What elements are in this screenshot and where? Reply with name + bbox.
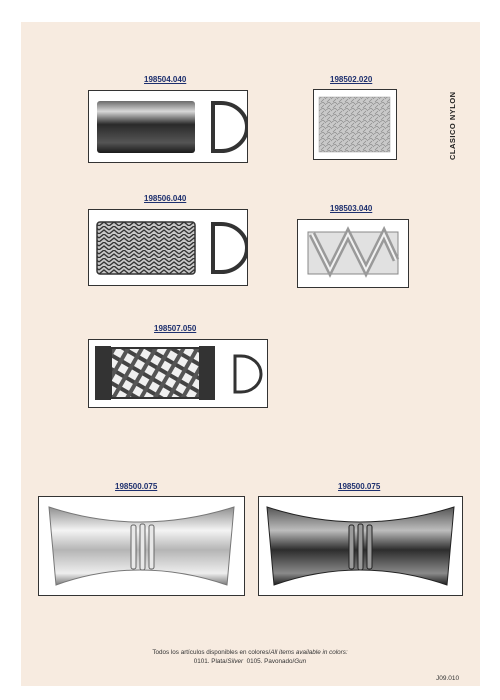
page-number: J09.010 xyxy=(436,675,460,682)
product-image-bowtie-silver xyxy=(39,497,244,595)
product-code: 198502.020 xyxy=(330,75,373,84)
product-image-box xyxy=(258,496,463,596)
product-image-box xyxy=(88,90,248,163)
product-image-box xyxy=(313,89,397,160)
product-image-lattice-tube-buckle xyxy=(89,340,267,407)
product-image-box xyxy=(38,496,245,596)
product-code: 198507.050 xyxy=(154,324,197,333)
product-image-textured-silver xyxy=(314,90,396,159)
color-silver-code: 0101. Plata/ xyxy=(193,658,228,665)
product-image-box xyxy=(88,209,248,286)
color-silver-name: Silver xyxy=(227,658,244,665)
product-code: 198500.075 xyxy=(338,482,381,491)
product-image-box xyxy=(88,339,268,408)
product-image-patterned-tube-buckle xyxy=(89,210,247,285)
availability-note-en: All items available in colors: xyxy=(270,649,348,656)
product-image-zigzag-silver xyxy=(298,220,408,287)
product-image-bowtie-gun xyxy=(259,497,462,595)
availability-note-line2 xyxy=(0,658,500,665)
product-code: 198503.040 xyxy=(330,204,373,213)
product-code: 198506.040 xyxy=(144,194,187,203)
section-title: CLASICO NYLON xyxy=(448,91,457,160)
product-code: 198500.075 xyxy=(115,482,158,491)
availability-note-es: Todos los artículos disponibles en colores/ xyxy=(152,649,271,656)
color-gun-name: Gun xyxy=(294,658,307,665)
availability-note-line1 xyxy=(0,649,500,656)
product-code: 198504.040 xyxy=(144,75,187,84)
color-gun-code: 0105. Pavonado/ xyxy=(246,658,295,665)
product-image-box xyxy=(297,219,409,288)
product-image-tube-buckle xyxy=(89,91,247,162)
